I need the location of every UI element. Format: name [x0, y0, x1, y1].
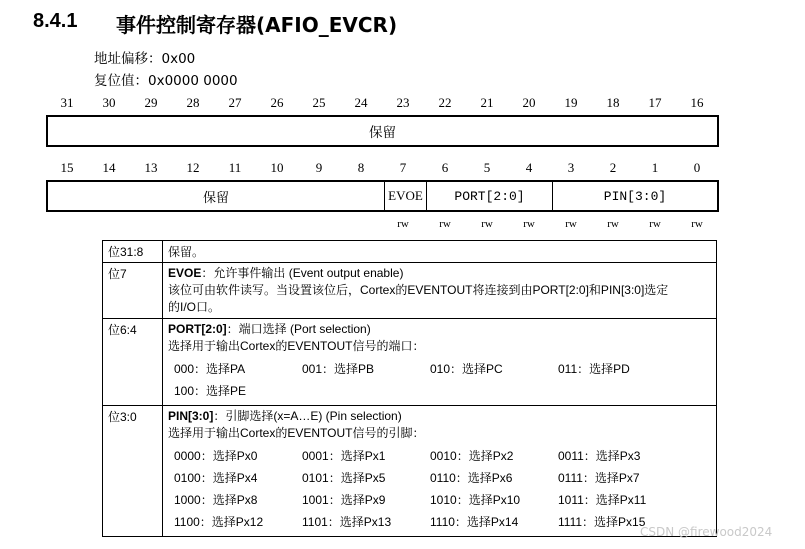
access-type: rw [607, 218, 619, 230]
register-low-half [46, 180, 719, 212]
section-title: 事件控制寄存器(AFIO_EVCR) [116, 13, 398, 37]
bit-number: 23 [396, 95, 410, 110]
option: 011：选择PD [558, 362, 630, 376]
option: 1111：选择Px15 [558, 515, 646, 529]
bit-number: 14 [102, 160, 116, 175]
option: 001：选择PB [302, 362, 375, 376]
option: 0111：选择Px7 [558, 471, 640, 485]
option: 0110：选择Px6 [430, 471, 513, 485]
option: 010：选择PC [430, 362, 503, 376]
option: 1101：选择Px13 [302, 515, 392, 529]
option: 1000：选择Px8 [174, 493, 258, 507]
bit-number: 17 [648, 95, 662, 110]
option: 1100：选择Px12 [174, 515, 264, 529]
bit-number: 24 [354, 95, 368, 110]
description-cell [163, 263, 717, 319]
access-type: rw [397, 218, 409, 230]
access-type: rw [481, 218, 493, 230]
reset-value: 复位值：0x0000 0000 [94, 73, 238, 89]
bit-number: 20 [522, 95, 536, 110]
bit-description-table [102, 240, 717, 537]
description-cell [163, 319, 717, 406]
option: 1011：选择Px11 [558, 493, 647, 507]
field-title: ：允许事件输出 (Event output enable) [201, 266, 404, 280]
bit-number: 28 [186, 95, 200, 110]
bit-number: 22 [438, 95, 452, 110]
section-number: 8.4.1 [33, 10, 78, 32]
bit-number: 11 [228, 160, 242, 175]
bit-number: 9 [315, 160, 323, 175]
field-title: ：引脚选择(x=A…E) (Pin selection) [213, 409, 402, 423]
pin-field: PIN[3:0] [552, 182, 717, 210]
field-title: ：端口选择 (Port selection) [226, 322, 371, 336]
access-type: rw [649, 218, 661, 230]
bit-number: 5 [483, 160, 491, 175]
bits-cell: 位7 [103, 263, 163, 319]
bit-number: 15 [60, 160, 74, 175]
bit-number: 31 [60, 95, 74, 110]
option: 1001：选择Px9 [302, 493, 386, 507]
option: 0101：选择Px5 [302, 471, 386, 485]
bit-number: 26 [270, 95, 284, 110]
bit-number: 27 [228, 95, 242, 110]
bit-number: 0 [693, 160, 701, 175]
access-type: rw [565, 218, 577, 230]
description-line: 该位可由软件读写。当设置该位后，Cortex的EVENTOUT将连接到由PORT[2:0]和PIN[3:0]选定 [168, 283, 669, 297]
field-name: EVOE [168, 266, 202, 280]
option: 100：选择PE [174, 384, 247, 398]
table-row [103, 406, 717, 537]
description-cell: 保留。 [163, 241, 717, 263]
option: 0000：选择Px0 [174, 449, 258, 463]
option: 000：选择PA [174, 362, 246, 376]
description-line: 选择用于输出Cortex的EVENTOUT信号的引脚： [168, 426, 425, 440]
table-row [103, 319, 717, 406]
access-type: rw [439, 218, 451, 230]
bit-number: 16 [690, 95, 704, 110]
evoe-field: EVOE [384, 182, 426, 210]
bit-number: 13 [144, 160, 158, 175]
bit-number: 19 [564, 95, 578, 110]
bit-number: 10 [270, 160, 284, 175]
option: 1110：选择Px14 [430, 515, 519, 529]
option: 0100：选择Px4 [174, 471, 258, 485]
reserved-high-label: 保留 [369, 125, 396, 141]
description-line: 选择用于输出Cortex的EVENTOUT信号的端口： [168, 339, 425, 353]
option: 1010：选择Px10 [430, 493, 521, 507]
reserved-low-field: 保留 [202, 190, 229, 206]
bit-number: 25 [312, 95, 326, 110]
bit-number: 4 [525, 160, 533, 175]
option: 0001：选择Px1 [302, 449, 386, 463]
bit-number: 1 [651, 160, 659, 175]
bits-cell: 位31:8 [103, 241, 163, 263]
port-field: PORT[2:0] [426, 182, 552, 210]
bit-number: 2 [609, 160, 617, 175]
table-row [103, 241, 717, 263]
field-name: PORT[2:0] [168, 322, 227, 336]
option-grid [168, 358, 711, 402]
bit-number: 6 [441, 160, 449, 175]
bit-number: 3 [567, 160, 575, 175]
bit-number: 30 [102, 95, 116, 110]
option: 0011：选择Px3 [558, 449, 641, 463]
bit-number: 29 [144, 95, 158, 110]
bits-cell: 位6:4 [103, 319, 163, 406]
access-type: rw [691, 218, 703, 230]
address-offset: 地址偏移：0x00 [94, 51, 196, 67]
table-row [103, 263, 717, 319]
bit-number: 21 [480, 95, 494, 110]
option-grid [168, 445, 711, 533]
option: 0010：选择Px2 [430, 449, 514, 463]
bit-number: 8 [357, 160, 365, 175]
bits-cell: 位3:0 [103, 406, 163, 537]
watermark: CSDN @firewood2024 [640, 525, 773, 539]
access-type: rw [523, 218, 535, 230]
bit-number: 7 [399, 160, 407, 175]
register-high-half [46, 115, 719, 147]
field-name: PIN[3:0] [168, 409, 214, 423]
description-cell [163, 406, 717, 537]
description-line: 的I/O口。 [168, 300, 221, 314]
bit-number: 12 [186, 160, 200, 175]
bit-number: 18 [606, 95, 620, 110]
